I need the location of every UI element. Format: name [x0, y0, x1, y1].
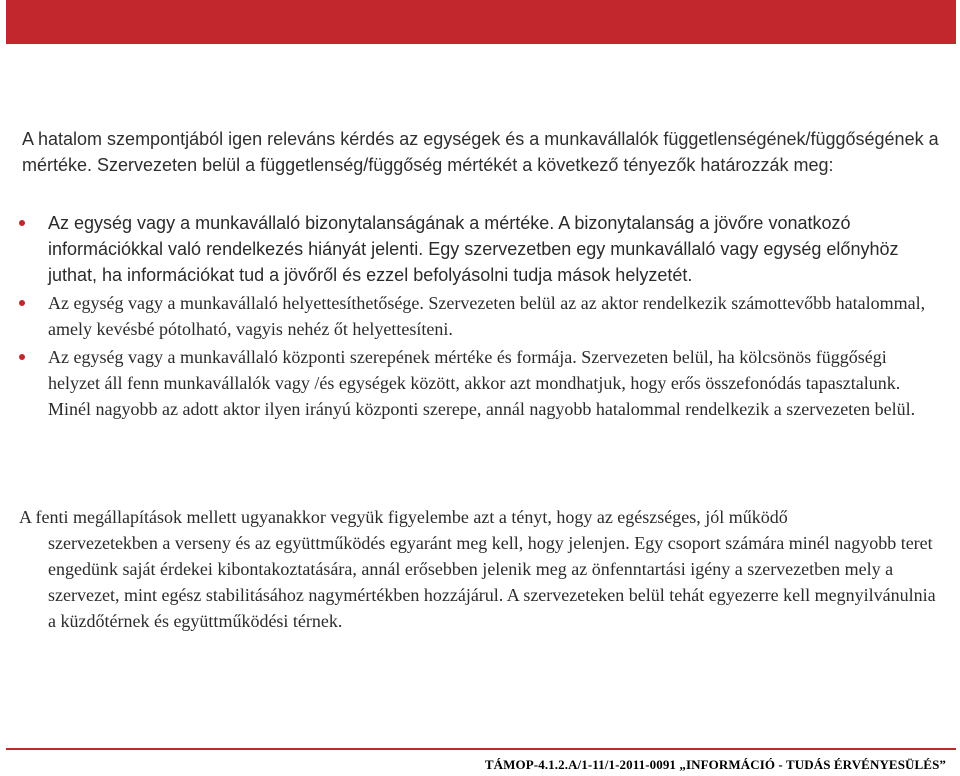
footer-divider: [6, 748, 956, 750]
closing-rest: szervezetekben a verseny és az együttműködés egyaránt meg kell, hogy jelenjen. Egy csoport számára minél nagyobb teret engedünk saját érdekei kibontakoztatására, annál erősebben jelenik meg az önfenntartási igény a szervezetben mely a szervezet, mint egész stabilitásához nagymértékben hozzájárul. A szervezeteken belül tehát egyezerre kell megnyilvánulnia a küzdőtérnek és együttműködési térnek.: [48, 533, 936, 631]
bullet-text: A bizonytalanság a jövőre vonatkozó információkkal való rendelkezés hiányát jelenti. Egy szervezetben egy munkavállaló vagy egység előnyhöz juthat, ha információkat tud a jövőről és ezzel befolyásolni tudja mások helyzetét.: [48, 213, 899, 285]
intro-line-1: A hatalom szempontjából igen releváns kérdés az egységek és a munkavállalók függetlenségének/függőségének a: [22, 129, 939, 149]
bullet-icon: [19, 354, 25, 360]
intro-paragraph: [22, 126, 947, 178]
bullet-icon: [19, 300, 25, 306]
closing-first-line: A fenti megállapítások mellett ugyanakkor vegyük figyelembe azt a tényt, hogy az egészséges, jól működő: [19, 507, 788, 527]
bullet-lead: Az egység vagy a munkavállaló bizonytalanságának a mértéke.: [48, 213, 555, 233]
header-bar: [6, 0, 956, 44]
bullet-icon: [19, 220, 25, 226]
factor-list: [0, 210, 960, 424]
intro-line-2: mértéke. Szervezeten belül a függetlenség/függőség mértékét a következő tényezők határozzák meg:: [22, 155, 834, 175]
list-item: [0, 210, 960, 288]
bullet-lead: Az egység vagy a munkavállaló központi szerepének mértéke és formája.: [48, 347, 577, 367]
list-item: [0, 290, 960, 342]
closing-paragraph: [19, 504, 944, 634]
bullet-text: Szervezeten belül az az aktor rendelkezik számottevőbb hatalommal, amely kevésbé pótolható, vagyis nehéz őt helyettesíteni.: [48, 293, 926, 339]
list-item: [0, 344, 960, 422]
footer-project-id: TÁMOP-4.1.2.A/1-11/1-2011-0091 „INFORMÁCIÓ - TUDÁS ÉRVÉNYESÜLÉS”: [484, 757, 946, 772]
bullet-lead: Az egység vagy a munkavállaló helyettesíthetősége.: [48, 293, 424, 313]
bullet-text: Szervezeten belül, ha kölcsönös függőségi helyzet áll fenn munkavállalók vagy /és egységek között, akkor azt mondhatjuk, hogy erős összefonódás tapasztalunk. Minél nagyobb az adott aktor ilyen irányú központi szerepe, annál nagyobb hatalommal rendelkezik a szervezeten belül.: [48, 347, 916, 419]
